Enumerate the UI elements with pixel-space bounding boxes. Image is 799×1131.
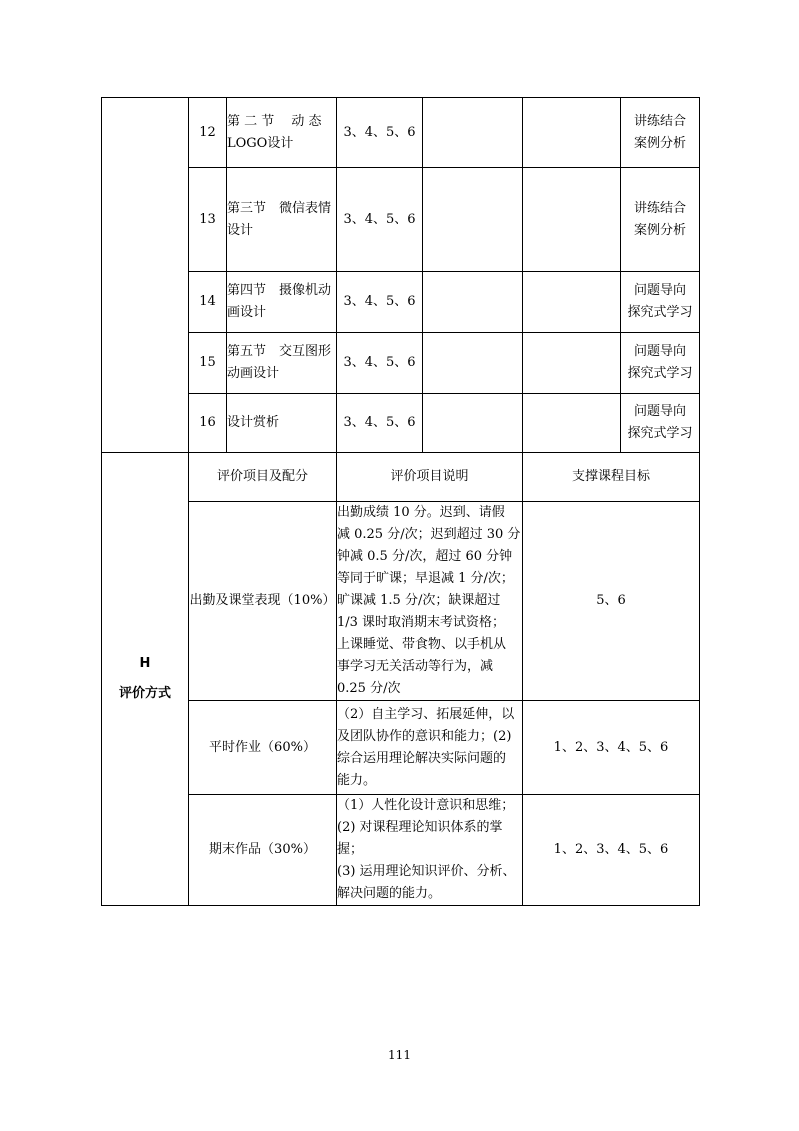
- evaluation-item: 期末作品（30%）: [189, 795, 337, 906]
- lesson-number: 16: [189, 394, 227, 453]
- evaluation-goals: 1、2、3、4、5、6: [523, 701, 700, 795]
- lesson-title: 设计赏析: [227, 394, 337, 453]
- evaluation-description: 出勤成绩 10 分。迟到、请假 减 0.25 分/次；迟到超过 30 分 钟减 0.5 分/次，超过 60 分钟 等同于旷课；早退减 1 分/次； 旷课减 1.5 分/次；缺课超过 1/3 课时取消期末考试资格； 上课睡觉、带食物、以手机从 事学习无关活动等行为，减 0.25 分/次: [337, 502, 523, 701]
- empty-cell: [523, 394, 621, 453]
- empty-cell: [423, 272, 523, 333]
- lesson-goals: 3、4、5、6: [337, 333, 423, 394]
- header-description: 评价项目说明: [337, 453, 523, 502]
- table-row: [102, 272, 700, 333]
- lesson-number: 13: [189, 168, 227, 272]
- empty-cell: [423, 98, 523, 168]
- section-label-cell: [102, 453, 189, 906]
- evaluation-item: 平时作业（60%）: [189, 701, 337, 795]
- teaching-method: 讲练结合 案例分析: [621, 168, 700, 272]
- lesson-title: 第五节 交互图形 动画设计: [227, 333, 337, 394]
- table-row: [102, 394, 700, 453]
- table-row: [102, 333, 700, 394]
- empty-cell: [423, 394, 523, 453]
- course-table: [101, 97, 700, 906]
- section-title: 评价方式: [118, 686, 171, 701]
- lesson-goals: 3、4、5、6: [337, 168, 423, 272]
- evaluation-row: [102, 701, 700, 795]
- empty-cell: [523, 333, 621, 394]
- lesson-number: 14: [189, 272, 227, 333]
- evaluation-description: （2）自主学习、拓展延伸，以 及团队协作的意识和能力；(2) 综合运用理论解决实际问题的 能力。: [337, 701, 523, 795]
- teaching-method: 问题导向 探究式学习: [621, 272, 700, 333]
- lesson-goals: 3、4、5、6: [337, 272, 423, 333]
- lesson-goals: 3、4、5、6: [337, 98, 423, 168]
- empty-cell: [523, 98, 621, 168]
- evaluation-item: 出勤及课堂表现（10%）: [189, 502, 337, 701]
- teaching-method: 讲练结合 案例分析: [621, 98, 700, 168]
- evaluation-row: [102, 502, 700, 701]
- empty-cell: [423, 168, 523, 272]
- lesson-number: 12: [189, 98, 227, 168]
- empty-cell: [523, 168, 621, 272]
- lesson-number: 15: [189, 333, 227, 394]
- evaluation-goals: 5、6: [523, 502, 700, 701]
- page-number: 111: [388, 1048, 411, 1062]
- lesson-title: 第 二 节 动 态 LOGO设计: [227, 98, 337, 168]
- evaluation-goals: 1、2、3、4、5、6: [523, 795, 700, 906]
- teaching-method: 问题导向 探究式学习: [621, 394, 700, 453]
- evaluation-description: （1）人性化设计意识和思维； (2) 对课程理论知识体系的掌 握； (3) 运用理论知识评价、分析、 解决问题的能力。: [337, 795, 523, 906]
- empty-cell: [423, 333, 523, 394]
- lesson-goals: 3、4、5、6: [337, 394, 423, 453]
- header-goals: 支撑课程目标: [523, 453, 700, 502]
- evaluation-header-row: [102, 453, 700, 502]
- section-letter: H: [139, 656, 151, 671]
- table-row: [102, 98, 700, 168]
- header-item: 评价项目及配分: [189, 453, 337, 502]
- evaluation-row: [102, 795, 700, 906]
- section-blank-cell: [102, 98, 189, 453]
- teaching-method: 问题导向 探究式学习: [621, 333, 700, 394]
- table-row: [102, 168, 700, 272]
- lesson-title: 第三节 微信表情 设计: [227, 168, 337, 272]
- empty-cell: [523, 272, 621, 333]
- lesson-title: 第四节 摄像机动 画设计: [227, 272, 337, 333]
